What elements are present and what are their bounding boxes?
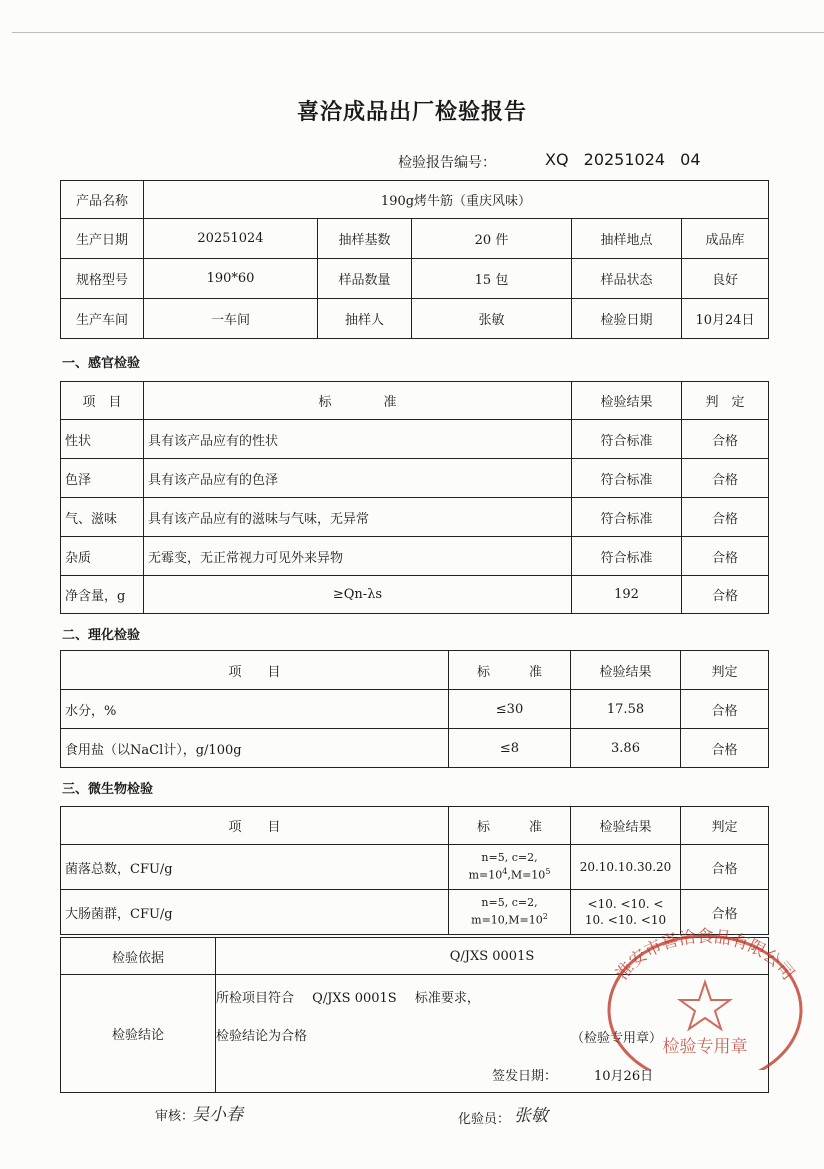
conclusion-line2: 检验结论为合格 bbox=[216, 1029, 308, 1044]
physchem-result: 17.58 bbox=[571, 690, 681, 729]
physchem-col-standard: 标 准 bbox=[449, 651, 571, 690]
sensory-standard: 具有该产品应有的滋味与气味，无异常 bbox=[144, 498, 572, 537]
physchem-item: 水分，% bbox=[61, 690, 449, 729]
micro-standard bbox=[449, 845, 571, 890]
table-row bbox=[61, 498, 769, 537]
sensory-col-item: 项 目 bbox=[61, 382, 144, 420]
std-mM: m=10,M=10 bbox=[471, 913, 543, 927]
sensory-judge: 合格 bbox=[682, 576, 769, 614]
spec: 190*60 bbox=[144, 259, 318, 299]
sensory-judge: 合格 bbox=[682, 459, 769, 498]
sensory-heading: 一、感官检验 bbox=[62, 356, 141, 371]
std-m-exp: 4 bbox=[502, 867, 508, 877]
micro-table bbox=[60, 806, 769, 935]
sensory-standard: 具有该产品应有的性状 bbox=[144, 420, 572, 459]
table-row bbox=[61, 576, 769, 614]
micro-col-judge: 判定 bbox=[681, 807, 769, 845]
sample-base: 20 件 bbox=[412, 219, 572, 259]
workshop: 一车间 bbox=[144, 299, 318, 339]
conclusion-text: 标准要求， bbox=[414, 991, 480, 1006]
table-row bbox=[61, 459, 769, 498]
sensory-result: 符合标准 bbox=[572, 498, 682, 537]
physchem-heading: 二、理化检验 bbox=[62, 628, 141, 643]
conclusion-line1 bbox=[216, 987, 480, 1006]
product-name: 190g烤牛筋（重庆风味） bbox=[144, 181, 769, 219]
sensory-judge: 合格 bbox=[682, 498, 769, 537]
physchem-result: 3.86 bbox=[571, 729, 681, 768]
sensory-col-standard: 标 准 bbox=[144, 382, 572, 420]
seal-ring-text: 淮安市喜洽食品有限公司 bbox=[612, 926, 798, 985]
physchem-col-item: 项 目 bbox=[61, 651, 449, 690]
sensory-result: 符合标准 bbox=[572, 420, 682, 459]
workshop-label: 生产车间 bbox=[61, 299, 144, 339]
test-date-label: 检验日期 bbox=[572, 299, 682, 339]
basis-label: 检验依据 bbox=[61, 938, 216, 975]
micro-item: 大肠菌群，CFU/g bbox=[61, 890, 449, 935]
physchem-table bbox=[60, 650, 769, 768]
micro-item: 菌落总数，CFU/g bbox=[61, 845, 449, 890]
micro-judge: 合格 bbox=[681, 890, 769, 935]
sample-place: 成品库 bbox=[682, 219, 769, 259]
report-number-value: XQ 20251024 04 bbox=[545, 150, 701, 169]
reviewer-label: 审核： bbox=[155, 1109, 195, 1124]
micro-result-line1: <10. <10. < bbox=[587, 897, 664, 911]
physchem-col-result: 检验结果 bbox=[571, 651, 681, 690]
sensory-result: 符合标准 bbox=[572, 459, 682, 498]
seal-note: （检验专用章） bbox=[571, 1031, 663, 1046]
sampler: 张敏 bbox=[412, 299, 572, 339]
sensory-col-judge: 判 定 bbox=[682, 382, 769, 420]
micro-standard-line1: n=5, c=2, bbox=[481, 851, 538, 865]
sensory-item: 性状 bbox=[61, 420, 144, 459]
sensory-item: 净含量，g bbox=[61, 576, 144, 614]
analyst-label: 化验员： bbox=[458, 1112, 511, 1127]
sensory-col-result: 检验结果 bbox=[572, 382, 682, 420]
sample-state-label: 样品状态 bbox=[572, 259, 682, 299]
sensory-result: 符合标准 bbox=[572, 537, 682, 576]
inspection-seal bbox=[600, 920, 810, 1070]
std-M-exp: 2 bbox=[542, 912, 548, 922]
micro-result: 20.10.10.30.20 bbox=[571, 845, 681, 890]
table-row bbox=[61, 690, 769, 729]
sensory-result: 192 bbox=[572, 576, 682, 614]
table-row bbox=[61, 420, 769, 459]
micro-judge: 合格 bbox=[681, 845, 769, 890]
sensory-table bbox=[60, 381, 769, 614]
basis-value: Q/JXS 0001S bbox=[216, 938, 769, 975]
production-date-label: 生产日期 bbox=[61, 219, 144, 259]
std-M: ,M=10 bbox=[507, 868, 546, 882]
micro-col-item: 项 目 bbox=[61, 807, 449, 845]
std-M-exp: 5 bbox=[545, 867, 551, 877]
physchem-judge: 合格 bbox=[681, 729, 769, 768]
micro-col-result: 检验结果 bbox=[571, 807, 681, 845]
physchem-col-judge: 判定 bbox=[681, 651, 769, 690]
sensory-standard: 具有该产品应有的色泽 bbox=[144, 459, 572, 498]
physchem-standard: ≤8 bbox=[449, 729, 571, 768]
micro-col-standard: 标 准 bbox=[449, 807, 571, 845]
physchem-item: 食用盐（以NaCl计），g/100g bbox=[61, 729, 449, 768]
top-divider bbox=[12, 32, 824, 33]
analyst-signature: 张敏 bbox=[514, 1106, 548, 1126]
production-date: 20251024 bbox=[144, 219, 318, 259]
table-row bbox=[61, 537, 769, 576]
micro-standard-line1: n=5, c=2, bbox=[481, 896, 538, 910]
conclusion-standard: Q/JXS 0001S bbox=[312, 991, 397, 1006]
test-date: 10月24日 bbox=[682, 299, 769, 339]
issue-date-label: 签发日期： bbox=[492, 1069, 558, 1084]
table-row bbox=[61, 845, 769, 890]
physchem-judge: 合格 bbox=[681, 690, 769, 729]
sensory-item: 杂质 bbox=[61, 537, 144, 576]
sensory-judge: 合格 bbox=[682, 537, 769, 576]
sensory-judge: 合格 bbox=[682, 420, 769, 459]
micro-standard bbox=[449, 890, 571, 935]
micro-heading: 三、微生物检验 bbox=[62, 782, 154, 797]
report-number-label: 检验报告编号： bbox=[398, 155, 496, 171]
sensory-standard: 无霉变，无正常视力可见外来异物 bbox=[144, 537, 572, 576]
sensory-standard: ≥Qn-λs bbox=[144, 576, 572, 614]
micro-result-line2: 10. <10. <10 bbox=[584, 913, 667, 927]
physchem-standard: ≤30 bbox=[449, 690, 571, 729]
reviewer-signature: 吴小春 bbox=[192, 1105, 243, 1125]
sample-base-label: 抽样基数 bbox=[318, 219, 412, 259]
micro-standard-line2 bbox=[453, 865, 566, 883]
sample-state: 良好 bbox=[682, 259, 769, 299]
conclusion-text: 所检项目符合 bbox=[216, 991, 295, 1006]
sensory-item: 色泽 bbox=[61, 459, 144, 498]
sampler-label: 抽样人 bbox=[318, 299, 412, 339]
report-title: 喜洽成品出厂检验报告 bbox=[296, 100, 527, 125]
std-m: m=10 bbox=[468, 868, 503, 882]
conclusion-label: 检验结论 bbox=[61, 975, 216, 1093]
table-row bbox=[61, 729, 769, 768]
spec-label: 规格型号 bbox=[61, 259, 144, 299]
seal-star-icon bbox=[680, 982, 730, 1029]
product-name-label: 产品名称 bbox=[61, 181, 144, 219]
seal-bottom-text: 检验专用章 bbox=[662, 1037, 748, 1057]
product-info-table bbox=[60, 180, 769, 339]
sample-place-label: 抽样地点 bbox=[572, 219, 682, 259]
sample-qty: 15 包 bbox=[412, 259, 572, 299]
issue-date: 10月26日 bbox=[594, 1069, 654, 1084]
micro-standard-line2 bbox=[453, 910, 566, 928]
sensory-item: 气、滋味 bbox=[61, 498, 144, 537]
sample-qty-label: 样品数量 bbox=[318, 259, 412, 299]
